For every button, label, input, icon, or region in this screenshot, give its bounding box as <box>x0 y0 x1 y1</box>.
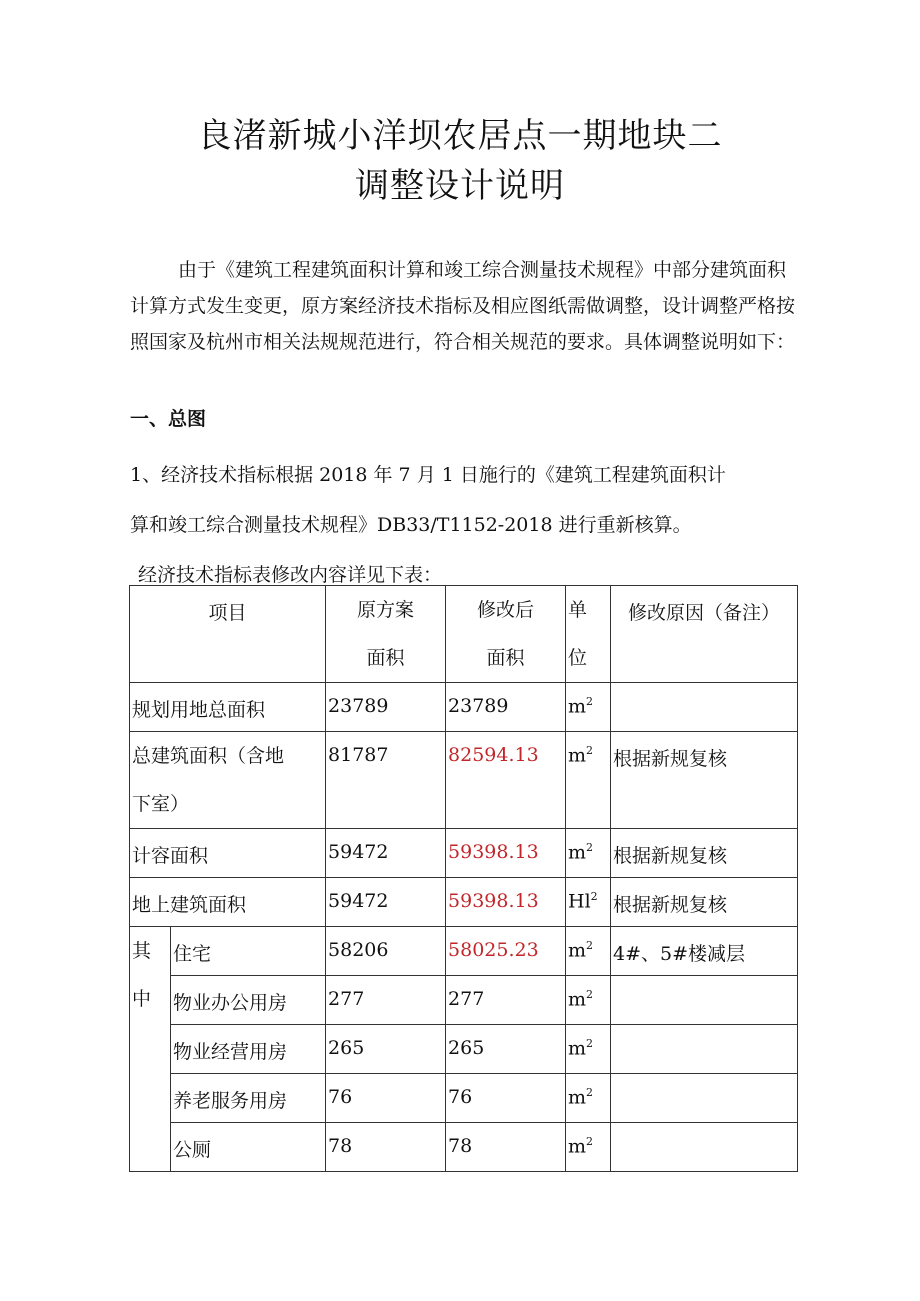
row-unit <box>566 1123 611 1172</box>
row-reason: 根据新规复核 <box>611 878 798 927</box>
row-reason <box>611 1025 798 1074</box>
row-modified: 59398.13 <box>446 878 566 927</box>
document-title-line1: 良渚新城小洋坝农居点一期地块二 <box>197 116 723 156</box>
header-modified-2: 面积 <box>486 647 525 669</box>
section-heading: 一、总图 <box>130 408 207 430</box>
header-original-area <box>326 586 446 683</box>
row-original: 59472 <box>326 878 446 927</box>
row-item: 养老服务用房 <box>171 1074 326 1123</box>
row-item: 物业经营用房 <box>171 1025 326 1074</box>
row-unit <box>566 732 611 829</box>
row-original: 58206 <box>326 927 446 976</box>
unit-sup: 2 <box>586 841 594 854</box>
header-unit <box>566 586 611 683</box>
row-unit <box>566 1074 611 1123</box>
table-row <box>130 732 798 829</box>
group-label-1: 其 <box>132 940 152 962</box>
unit-text: m <box>568 744 587 767</box>
unit-text: m <box>568 695 587 718</box>
row-original: 76 <box>326 1074 446 1123</box>
table-header-row <box>130 586 798 683</box>
row-unit <box>566 976 611 1025</box>
row-modified: 78 <box>446 1123 566 1172</box>
header-modified-1: 修改后 <box>477 599 535 621</box>
row-reason: 4#、5#楼减层 <box>611 927 798 976</box>
row-item-line2: 下室） <box>132 793 190 815</box>
unit-sup: 2 <box>586 695 594 708</box>
row-modified: 76 <box>446 1074 566 1123</box>
unit-sup: 2 <box>586 939 594 952</box>
group-label <box>130 927 171 1172</box>
row-original: 265 <box>326 1025 446 1074</box>
row-reason <box>611 683 798 732</box>
header-original-1: 原方案 <box>357 599 415 621</box>
row-item: 地上建筑面积 <box>130 878 326 927</box>
unit-text: Hl <box>568 890 591 913</box>
table-row <box>130 1025 798 1074</box>
row-original: 23789 <box>326 683 446 732</box>
unit-sup: 2 <box>586 988 594 1001</box>
unit-text: m <box>568 1135 587 1158</box>
row-original: 81787 <box>326 732 446 829</box>
row-unit <box>566 878 611 927</box>
row-modified: 59398.13 <box>446 829 566 878</box>
row-unit <box>566 927 611 976</box>
unit-text: m <box>568 939 587 962</box>
row-unit <box>566 1025 611 1074</box>
table-caption: 经济技术指标表修改内容详见下表： <box>138 564 443 586</box>
unit-sup: 2 <box>590 890 598 903</box>
header-item: 项目 <box>130 586 326 683</box>
unit-text: m <box>568 988 587 1011</box>
row-item-line1: 总建筑面积（含地 <box>132 745 285 767</box>
row-item <box>130 732 326 829</box>
table-row <box>130 1074 798 1123</box>
header-unit-1: 单 <box>568 599 588 621</box>
row-item: 物业办公用房 <box>171 976 326 1025</box>
row-unit <box>566 829 611 878</box>
unit-text: m <box>568 1037 587 1060</box>
unit-sup: 2 <box>586 1086 594 1099</box>
header-original-2: 面积 <box>366 647 405 669</box>
group-label-2: 中 <box>132 988 152 1010</box>
unit-text: m <box>568 1086 587 1109</box>
unit-sup: 2 <box>586 744 594 757</box>
row-original: 277 <box>326 976 446 1025</box>
table-row <box>130 1123 798 1172</box>
item1-line1: 1、经济技术指标根据 2018 年 7 月 1 日施行的《建筑工程建筑面积计 <box>130 464 726 486</box>
table-row <box>130 927 798 976</box>
row-modified: 23789 <box>446 683 566 732</box>
row-modified: 58025.23 <box>446 927 566 976</box>
header-modified-area <box>446 586 566 683</box>
row-reason: 根据新规复核 <box>611 732 798 829</box>
row-reason <box>611 976 798 1025</box>
row-unit <box>566 683 611 732</box>
header-reason: 修改原因（备注） <box>611 586 798 683</box>
indicator-table <box>129 585 798 1172</box>
row-reason <box>611 1123 798 1172</box>
row-item: 公厕 <box>171 1123 326 1172</box>
item1-line2: 算和竣工综合测量技术规程》DB33/T1152-2018 进行重新核算。 <box>130 514 692 536</box>
intro-paragraph: 由于《建筑工程建筑面积计算和竣工综合测量技术规程》中部分建筑面积计算方式发生变更，原方案经济技术指标及相应图纸需做调整，设计调整严格按照国家及杭州市相关法规规范进行，符合相关规范的要求。具体调整说明如下： <box>130 259 796 353</box>
table-row <box>130 683 798 732</box>
unit-sup: 2 <box>586 1037 594 1050</box>
unit-text: m <box>568 841 587 864</box>
table-row <box>130 976 798 1025</box>
row-modified: 277 <box>446 976 566 1025</box>
row-reason: 根据新规复核 <box>611 829 798 878</box>
row-item: 住宅 <box>171 927 326 976</box>
row-reason <box>611 1074 798 1123</box>
row-modified: 265 <box>446 1025 566 1074</box>
table-row <box>130 878 798 927</box>
row-original: 59472 <box>326 829 446 878</box>
row-original: 78 <box>326 1123 446 1172</box>
document-title-line2: 调整设计说明 <box>355 166 565 206</box>
table-row <box>130 829 798 878</box>
row-modified: 82594.13 <box>446 732 566 829</box>
unit-sup: 2 <box>586 1135 594 1148</box>
header-unit-2: 位 <box>568 647 588 669</box>
row-item: 规划用地总面积 <box>130 683 326 732</box>
row-item: 计容面积 <box>130 829 326 878</box>
